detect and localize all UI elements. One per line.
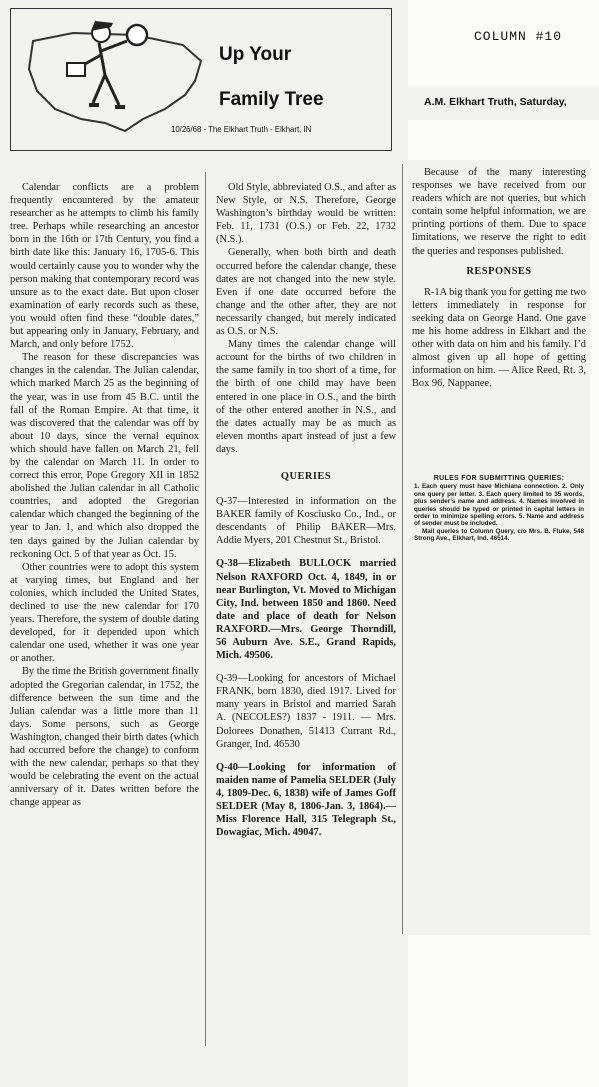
col2-paragraph: Generally, when both birth and death occurred before the calendar change, these dates are not changed into the new style. Even if one date occurred before the change and the other after, they are not necessarily changed, but merely indicated as O.S. or N.S. — [216, 247, 396, 338]
rules-heading: RULES FOR SUBMITTING QUERIES: — [433, 475, 565, 482]
query-item: Q-39—Looking for ancestors of Michael FRANK, born 1830, died 1917. Lived for many years in Bristol and married Sarah A. (NECOLES?) 1837 - 1911. — Mrs. Dolorees Donathen, 51413 Currant Rd., Granger, Ind. 46530 — [216, 673, 396, 750]
column-divider-1 — [205, 172, 206, 1046]
col1-paragraph: By the time the British government finally adopted the Gregorian calendar, in 1752, the difference between the sun time and the Julian calendar was a little more than 11 days. Some persons, such as George Washington, changed their birth dates (which had occurred before the change) to conform with the new calendar, perhaps so that they would be celebrating the event on the actual anniversary of it. Dates written before the change appear as — [10, 666, 199, 809]
banner-title-line2: Family Tree — [219, 89, 324, 110]
query-item: Q-38—Elizabeth BULLOCK married Nelson RAXFORD Oct. 4, 1849, in or near Burlington, Vt. Moved to Michigan City, Ind. between 1850 and 1860. Need date and place of death for Nelson RAXFORD.—Mrs. George Thorndill, 56 Auburn Ave. S.E., Grand Rapids, Mich. 49506. — [216, 558, 396, 662]
rules-text: 1. Each query must have Michiana connection. 2. Only one query per letter. 3. Each query limited to 35 words, plus sender’s name and address. 4. Names involved in queries should be typed or printed in capital letters in order to minimize spelling errors. 5. Name and address of sender must be included. — [414, 483, 584, 528]
banner-box — [10, 8, 392, 151]
us-map-icon — [29, 33, 201, 131]
query-item: Q-40—Looking for information of maiden name of Pamelia SELDER (July 4, 1809-Dec. 6, 1838) wife of James Goff SELDER (May 8, 1806-Jan. 3, 1864).—Miss Florence Hall, 315 Telegraph St., Dowagiac, Mich. 49047. — [216, 761, 396, 839]
col2-paragraph: Old Style, abbreviated O.S., and after as New Style, or N.S. Therefore, George Washington’s birthday would be written: Feb. 11, 1731 (O.S.) or Feb. 22, 1732 (N.S.). — [216, 182, 396, 246]
banner-title-line1: Up Your — [219, 44, 292, 65]
queries-heading: QUERIES — [280, 470, 332, 482]
column-2 — [216, 181, 396, 849]
col3-intro: Because of the many interesting responses we have received from our readers which are not queries, but which contain some helpful information, we are printing portions of them. Due to space limitations, we reserve the right to edit the queries and responses published. — [412, 167, 586, 257]
masthead: A.M. Elkhart Truth, Saturday, — [424, 96, 567, 108]
banner-source: 10/26/68 - The Elkhart Truth - Elkhart, IN — [171, 125, 312, 134]
rules-mail: Mail queries to Column Query, c/o Mrs. B. Fluke, 548 Strong Ave., Elkhart, Ind. 46514. — [414, 527, 584, 543]
column-divider-2 — [402, 164, 403, 934]
col1-paragraph: Calendar conflicts are a problem frequently encountered by the amateur researcher as he attempts to climb his family tree. Perhaps while researching an ancestor born in the 16th or 17th Century, you find a birth date like this: January 16, 1705-6. This would certainly cause you to wonder why the person making that contemporary record was unsure as to the exact date. But upon closer examination of early records such as these, you would often find these “double dates,” but appearing only in January, February, and March, and only before 1752. — [10, 182, 199, 351]
column-label: COLUMN #10 — [474, 29, 563, 44]
column-1 — [10, 181, 199, 810]
column-3 — [412, 166, 586, 391]
rules-box — [414, 475, 584, 543]
col1-paragraph: The reason for these discrepancies was changes in the calendar. The Julian calendar, which marked March 25 as the beginning of the year, was in use from 45 B.C. until the fall of the Roman Empire. At that time, it was discovered that the calendar was off by about 10 days, since the vernal equinox which should have fallen on March 21, fell by the calendar on March 11. In order to correct this error, Pope Gregory XII in 1852 abolished the Julian calendar in all Catholic countries, and adopted the Gregorian calendar which changed the beginning of the year to Jan. 1, and which also dropped the ten days gained by the Julian calendar by reckoning Oct. 5 of that year as Oct. 15. — [10, 352, 199, 560]
col2-paragraph: Many times the calendar change will account for the births of two children in the same family in too short of a time, for the birth of one child may have been entered in one place in O.S., and the birth of the other entered another in N.S., and the dates actually may be as much as eleven months apart instead of just a few days. — [216, 339, 396, 455]
response-item: R-1A big thank you for getting me two letters immediately in response for seeking data on George Hand. One gave me his home address in Elkhart and the other with data on him and his family. I’d almost given up all hope of getting information on him. — Alice Reed, Rt. 3, Box 96, Nappanee. — [412, 286, 586, 390]
col1-paragraph: Other countries were to adopt this system at varying times, but England and her colonies, which included the United States, declined to use the new calendar for 170 years. Therefore, the system of double dating developed, for it depended upon which calendar one used, whether it was one year or another. — [10, 561, 199, 665]
query-item: Q-37—Interested in information on the BAKER family of Kosciusko Co., Ind., or descendants of Philip BAKER—Mrs. Addie Myers, 201 Chestnut St., Bristol. — [216, 496, 396, 547]
responses-heading: RESPONSES — [466, 265, 532, 277]
